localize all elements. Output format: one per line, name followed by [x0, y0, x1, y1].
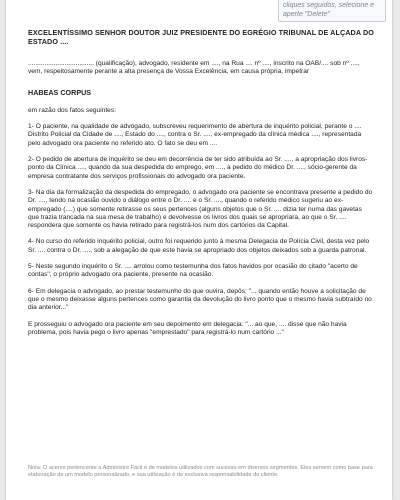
paragraph-5: 5- Neste segundo inquérito o Sr. .... arrolou como testemunha dos fatos havidos por ocasião do citado "acerto de contas", o próprio advogado ora paciente, presente na ocasião.	[28, 263, 358, 279]
document-page	[6, 0, 392, 500]
intro-paragraph: .................................... (qualificação), advogado, residente em ...., na Rua .... nº ...., inscrito na OAB/.... sob nº ...., vem, respeitosamente perante a alta presença de Vossa Excelência, em causa própria, impetrar	[28, 60, 360, 76]
paragraph-7: E prosseguiu o advogado ora paciente em seu depoimento em delegacia: "... ao que, .... disse que não havia problema, pois havia pego o livro apenas "emprestado" para registrá-lo num cartório ..."	[28, 320, 347, 336]
section-heading: HABEAS CORPUS	[28, 87, 92, 97]
paragraph-3: 3- Na dia da formalização da despedida do empregado, o advogado ora paciente se encontrava presente a pedido do Dr. ...., tendo na ocasião ouvido o diálogo entre o Dr. .... e o Sr. ...., quando o referido médico sugeriu ao ex-empregado (....) que somente retirasse os seus pertences (alguns objetos que o Sr. .... dizia ter numa das gavetas que trazia trancada na sua mesa de trabalho) e devolvesse os livros dos quais se apropriara, ao que o Sr. .... respondera que somente os havia retirado para registrá-los num dos cartórios da Capital.	[28, 188, 373, 230]
document-title: EXCELENTÍSSIMO SENHOR DOUTOR JUIZ PRESIDENTE DO EGRÉGIO TRIBUNAL DE ALÇADA DO ESTADO ....	[28, 28, 374, 46]
paragraph-2: 2- O pedido de abertura de inquérito se deu em decorrência de ter sido atribuída ao Sr. ...., a apropriação dos livros-ponto da Clínica ...., quando da sua despedida do emprego, em ...., a pedido do médico Dr. ...., sócio-gerente da empresa contratante dos serviços profissionais do advogado ora paciente.	[28, 156, 368, 180]
paragraph-6: 6- Em delegacia o advogado, ao prestar testemunho do que ouvira, depôs: "... quando então houve a solicitação de que o mesmo deixasse alguns pertences como garantia da devolução do livro ponto que o mesmo havia subtraído no dia anterior..."	[28, 287, 372, 312]
footer-note: Nota: O acervo pertencente a Administre Fácil é de modelos utilizados com sucesso em diversos segmentos. Eles servem como base para elaboração de um modelo personalizado, e sua utilização é de exclusiva responsabilidade do cliente.	[28, 465, 373, 478]
delete-hint-tooltip: cliques seguidos, selecione e aperte "Delete"	[278, 0, 386, 22]
document-body	[28, 28, 374, 345]
lead-paragraph: em razão dos fatos seguintes:	[28, 106, 116, 114]
paragraph-1: 1- O paciente, na qualidade de advogado, subscreveu requerimento de abertura de inquérito policial, perante o .... Distrito Policial da Cidade de ...., Estado do ...., contra o Sr. ...., ex-empregado da clínica médica ...., representada pelo advogado ora paciente no referido ato. O fato se deu em ....	[28, 123, 362, 147]
paragraph-4: 4- No curso do referido inquérito policial, outro foi requerido junto à mesma Delegacia de Polícia Civil, desta vez pelo Sr. .... contra o Dr. ...., sob a alegação de que este havia se apropriado dos objetos deixados sob a guarda patronal.	[28, 238, 370, 254]
